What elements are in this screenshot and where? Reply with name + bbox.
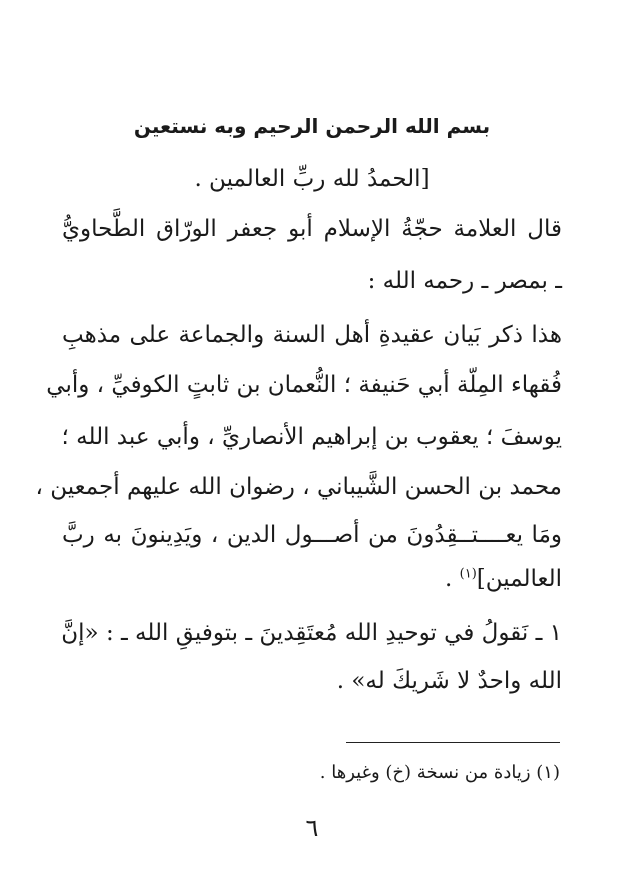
text-line-2: ـ بمصر ـ رحمه الله :	[367, 268, 562, 294]
basmala-heading: بسم الله الرحمن الرحيم وبه نستعين	[133, 114, 491, 138]
text-line-4: فُقهاء المِلّة أبي حَنيفة ؛ النُّعمان بن ثابتٍ الكوفيِّ ، وأبي	[46, 372, 562, 398]
text-line-10: الله واحدٌ لا شَريكَ له» .	[336, 668, 562, 694]
text-line-9: ١ ـ نَقولُ في توحيدِ الله مُعتَقِدينَ ـ بتوفيقِ الله ـ : «إنَّ	[61, 620, 562, 646]
footnote-marker: (١)	[459, 566, 477, 582]
page-number: ٦	[305, 814, 319, 842]
text-line-5: يوسفَ ؛ يعقوب بن إبراهيم الأنصاريِّ ، وأبي عبد الله ؛	[61, 424, 562, 450]
hamd-line: [الحمدُ لله ربِّ العالمين .	[194, 166, 430, 192]
text-line-6: محمد بن الحسن الشَّيباني ، رضوان الله عليهم أجمعين ،	[35, 474, 562, 500]
text-line-7: ومَا يعــــتــقِدُونَ من أصـــول الدين ، ويَدِينونَ به ربَّ	[62, 522, 562, 548]
text-line-3: هذا ذكر بَيان عقيدةِ أهل السنة والجماعة على مذهبِ	[62, 322, 562, 348]
text-line-1: قال العلامة حجّةُ الإسلام أبو جعفر الورّاق الطَّحاويُّ	[62, 216, 562, 242]
footnote-text: (١) زيادة من نسخة (خ) وغيرها .	[319, 762, 560, 783]
text-line-8-text: العالمين]	[476, 566, 562, 592]
footnote-divider	[346, 742, 560, 743]
text-line-8	[62, 566, 562, 592]
text-line-8-end: .	[445, 566, 460, 592]
